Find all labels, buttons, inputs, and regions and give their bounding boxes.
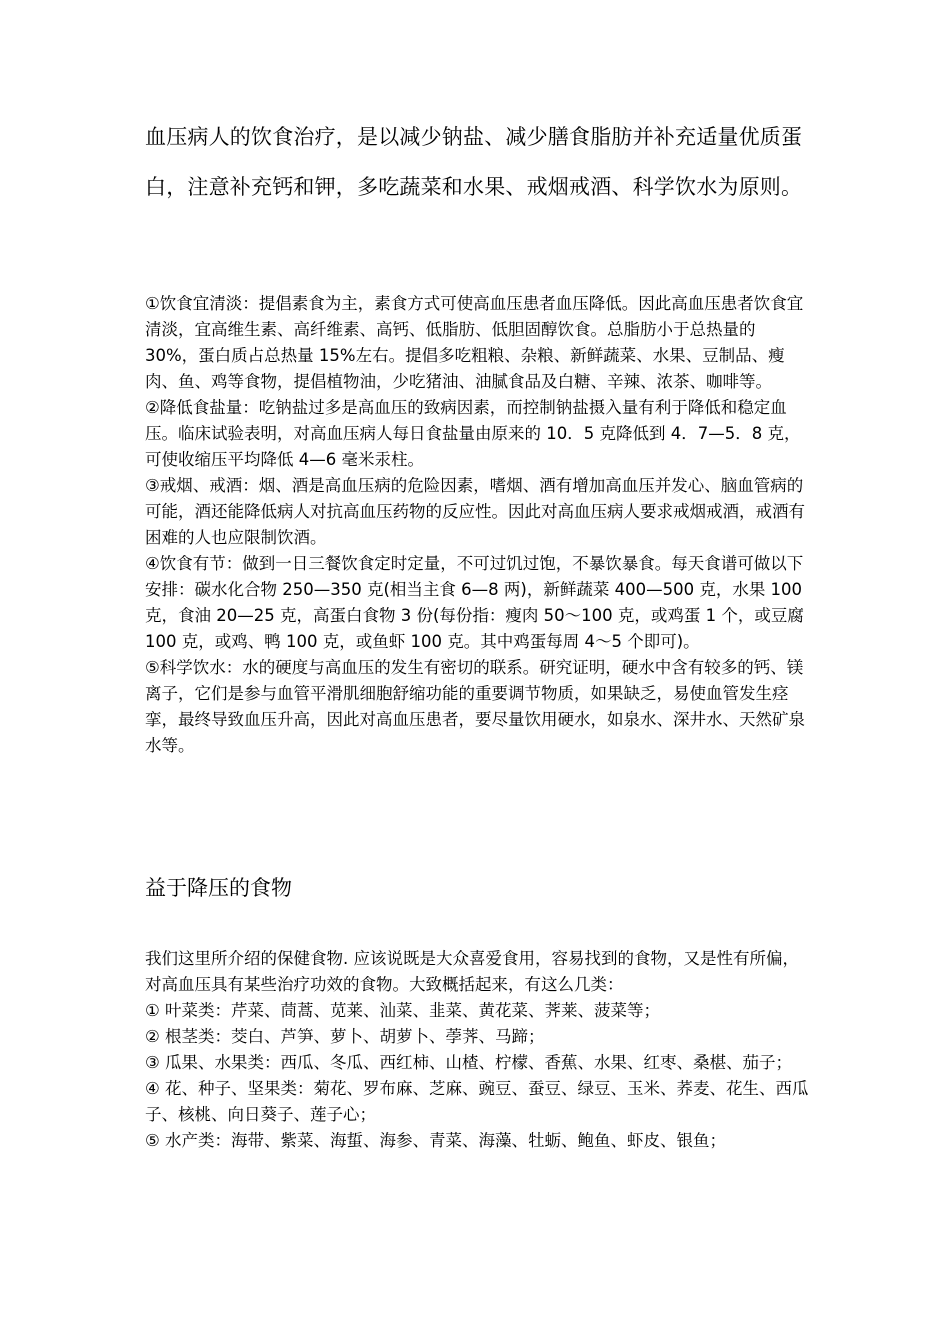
diet-tip-item: ①饮食宜清淡：提倡素食为主，素食方式可使高血压患者血压降低。因此高血压患者饮食宜清淡，宜高维生素、高纤维素、高钙、低脂肪、低胆固醇饮食。总脂肪小于总热量的 30%，蛋白质占总热量 15%左右。提倡多吃粗粮、杂粮、新鲜蔬菜、水果、豆制品、瘦肉、鱼、鸡等食物，提倡植物油，少吃猪油、油腻食品及白糖、辛辣、浓茶、咖啡等。 xyxy=(145,294,804,391)
intro-paragraph: 血压病人的饮食治疗，是以减少钠盐、减少膳食脂肪并补充适量优质蛋白，注意补充钙和钾，多吃蔬菜和水果、戒烟戒酒、科学饮水为原则。 xyxy=(145,125,803,199)
food-category-item: ⑤ 水产类：海带、紫菜、海蜇、海参、青菜、海藻、牡蛎、鲍鱼、虾皮、银鱼； xyxy=(145,1131,727,1150)
diet-tip-item: ②降低食盐量：吃钠盐过多是高血压的致病因素，而控制钠盐摄入量有利于降低和稳定血压。临床试验表明，对高血压病人每日食盐量由原来的 10．5 克降低到 4．7—5．8 克，可使收缩压平均降低 4—6 毫米汞柱。 xyxy=(145,398,801,469)
food-category-list xyxy=(145,998,810,1154)
diet-tip-item: ③戒烟、戒酒：烟、酒是高血压病的危险因素，嗜烟、酒有增加高血压并发心、脑血管病的可能，酒还能降低病人对抗高血压药物的反应性。因此对高血压病人要求戒烟戒酒，戒酒有困难的人也应限制饮酒。 xyxy=(145,476,805,547)
food-category-item: ① 叶菜类：芹菜、茼蒿、苋莱、汕菜、韭菜、黄花菜、荠莱、菠菜等； xyxy=(145,1001,661,1020)
diet-tip-item: ④饮食有节：做到一日三餐饮食定时定量，不可过饥过饱，不暴饮暴食。每天食谱可做以下安排：碳水化合物 250—350 克(相当主食 6—8 两)，新鲜蔬菜 400—500 克，水果 100 克，食油 20—25 克，高蛋白食物 3 份(每份指：瘦肉 50～100 克，或鸡蛋 1 个，或豆腐 100 克，或鸡、鸭 100 克，或鱼虾 100 克。其中鸡蛋每周 4～5 个即可)。 xyxy=(145,554,804,651)
diet-tips-list xyxy=(145,291,810,759)
food-category-item: ④ 花、种子、坚果类：菊花、罗布麻、芝麻、豌豆、蚕豆、绿豆、玉米、荞麦、花生、西瓜子、核桃、向日葵子、莲子心； xyxy=(145,1079,809,1124)
food-category-item: ③ 瓜果、水果类：西瓜、冬瓜、西红柿、山楂、柠檬、香蕉、水果、红枣、桑椹、茄子； xyxy=(145,1053,793,1072)
food-category-item: ② 根茎类：茭白、芦笋、萝卜、胡萝卜、荸荠、马蹄； xyxy=(145,1027,545,1046)
diet-tip-item: ⑤科学饮水：水的硬度与高血压的发生有密切的联系。研究证明，硬水中含有较多的钙、镁离子，它们是参与血管平滑肌细胞舒缩功能的重要调节物质，如果缺乏，易使血管发生痉挛，最终导致血压升高，因此对高血压患者，要尽量饮用硬水，如泉水、深井水、天然矿泉水等。 xyxy=(145,658,805,755)
section-title: 益于降压的食物 xyxy=(145,876,292,900)
foods-section xyxy=(145,946,810,1154)
foods-intro-paragraph: 我们这里所介绍的保健食物. 应该说既是大众喜爱食用，容易找到的食物，又是性有所偏，对高血压具有某些治疗功效的食物。大致概括起来，有这么几类： xyxy=(145,949,799,994)
